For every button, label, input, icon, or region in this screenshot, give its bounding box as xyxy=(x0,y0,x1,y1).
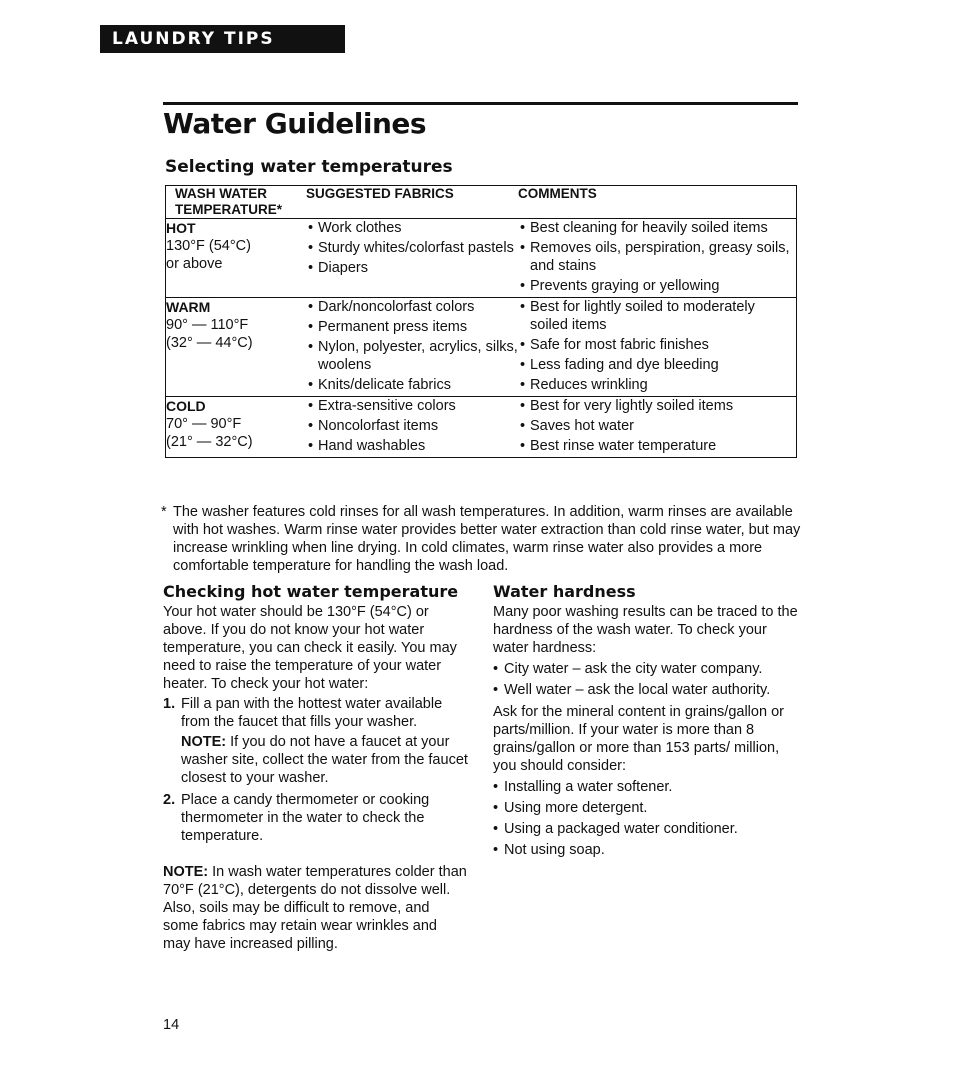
table-header-row xyxy=(166,186,797,219)
comment-item: • Best rinse water temperature xyxy=(518,437,796,455)
temperature-cell xyxy=(166,298,307,397)
title-rule xyxy=(163,102,798,105)
temperature-range: (32° — 44°C) xyxy=(166,335,253,351)
list-item: • Installing a water softener. xyxy=(493,778,798,796)
comment-item: • Best cleaning for heavily soiled items xyxy=(518,219,796,237)
temperature-name: HOT xyxy=(166,220,196,236)
comment-item: • Prevents graying or yellowing xyxy=(518,277,796,295)
header-col1-line1: WASH WATER xyxy=(175,186,267,201)
footnote-text: The washer features cold rinses for all wash temperatures. In addition, warm rinses are available with hot washes. Warm rinse water provides better water extraction than cold rinse water, but may increase wrinkling when line drying. In cold climates, warm rinse water also provides a more comfortable temperature for handling the wash load. xyxy=(173,504,801,574)
header-comments: COMMENTS xyxy=(518,186,597,201)
water-hardness-section xyxy=(493,582,798,863)
fabric-item: • Knits/delicate fabrics xyxy=(306,376,518,394)
temperature-range: 130°F (54°C) xyxy=(166,238,251,254)
comment-item: • Best for lightly soiled to moderately soiled items xyxy=(518,298,796,334)
table-footnote xyxy=(161,503,801,575)
page-title: Water Guidelines xyxy=(163,107,427,140)
step-number: 1. xyxy=(163,696,176,712)
fabrics-cell xyxy=(306,397,518,458)
comment-item: • Saves hot water xyxy=(518,417,796,435)
step-number: 2. xyxy=(163,792,176,808)
checking-intro: Your hot water should be 130°F (54°C) or above. If you do not know your hot water temperature, you can check it easily. You may need to raise the temperature of your water heater. To check your hot water: xyxy=(163,604,457,692)
fabric-item: • Hand washables xyxy=(306,437,518,455)
step-text: Fill a pan with the hottest water available from the faucet that fills your washer. xyxy=(181,696,443,730)
fabrics-cell xyxy=(306,298,518,397)
table-row-cold xyxy=(166,397,797,458)
fabric-item: • Extra-sensitive colors xyxy=(306,397,518,415)
comment-item: • Best for very lightly soiled items xyxy=(518,397,796,415)
comment-item: • Reduces wrinkling xyxy=(518,376,796,394)
checking-steps xyxy=(163,695,468,845)
fabric-item: • Work clothes xyxy=(306,219,518,237)
hardness-options-list xyxy=(493,778,798,859)
temperature-range: 70° — 90°F xyxy=(166,416,242,432)
hardness-middle: Ask for the mineral content in grains/gallon or parts/million. If your water is more than 8 grains/gallon or more than 153 parts/ million, you should consider: xyxy=(493,704,784,774)
comments-cell xyxy=(518,298,797,397)
fabric-item: • Nylon, polyester, acrylics, silks, woolens xyxy=(306,338,518,374)
header-col1-line2: TEMPERATURE* xyxy=(175,202,283,217)
hardness-heading: Water hardness xyxy=(493,582,636,601)
header-suggested-fabrics: SUGGESTED FABRICS xyxy=(306,186,454,201)
checking-heading: Checking hot water temperature xyxy=(163,582,459,601)
hardness-check-list xyxy=(493,660,798,699)
comments-cell xyxy=(518,219,797,298)
fabric-item: • Diapers xyxy=(306,259,518,277)
note-text: In wash water temperatures colder than 70°F (21°C), detergents do not dissolve well. Also, soils may be difficult to remove, and some fabrics may retain wear wrinkles and may have increased pilling. xyxy=(163,864,467,952)
comment-item: • Less fading and dye bleeding xyxy=(518,356,796,374)
list-item: • Not using soap. xyxy=(493,841,798,859)
footnote-mark: * xyxy=(161,504,167,520)
comments-cell xyxy=(518,397,797,458)
note-label: NOTE: xyxy=(181,734,227,750)
note-label: NOTE: xyxy=(163,864,209,880)
temperature-range: (21° — 32°C) xyxy=(166,434,253,450)
hardness-intro: Many poor washing results can be traced to the hardness of the wash water. To check your water hardness: xyxy=(493,604,798,656)
list-item: • Well water – ask the local water authority. xyxy=(493,681,798,699)
temperature-range: 90° — 110°F xyxy=(166,317,249,333)
temperature-cell xyxy=(166,219,307,298)
temperature-name: WARM xyxy=(166,299,211,315)
checking-hot-water-section xyxy=(163,582,468,953)
fabric-item: • Permanent press items xyxy=(306,318,518,336)
step-item xyxy=(163,695,468,787)
section-subtitle: Selecting water temperatures xyxy=(165,157,453,177)
section-banner: LAUNDRY TIPS xyxy=(100,25,345,53)
fabric-item: • Sturdy whites/colorfast pastels xyxy=(306,239,518,257)
fabric-item: • Noncolorfast items xyxy=(306,417,518,435)
list-item: • City water – ask the city water company. xyxy=(493,660,798,678)
temperature-name: COLD xyxy=(166,398,206,414)
step-note xyxy=(181,733,468,787)
temperature-table xyxy=(165,185,797,458)
page-number: 14 xyxy=(163,1017,180,1033)
list-item: • Using a packaged water conditioner. xyxy=(493,820,798,838)
step-item xyxy=(163,791,468,845)
header-wash-water-temperature xyxy=(166,186,307,219)
table-row-hot xyxy=(166,219,797,298)
note-text: If you do not have a faucet at your washer site, collect the water from the faucet closest to your washer. xyxy=(181,734,468,786)
fabric-item: • Dark/noncolorfast colors xyxy=(306,298,518,316)
fabrics-cell xyxy=(306,219,518,298)
comment-item: • Safe for most fabric finishes xyxy=(518,336,796,354)
temperature-note xyxy=(163,863,468,953)
list-item: • Using more detergent. xyxy=(493,799,798,817)
temperature-range: or above xyxy=(166,256,223,272)
temperature-cell xyxy=(166,397,307,458)
comment-item: • Removes oils, perspiration, greasy soils, and stains xyxy=(518,239,796,275)
step-text: Place a candy thermometer or cooking thermometer in the water to check the temperature. xyxy=(181,792,430,844)
table-row-warm xyxy=(166,298,797,397)
